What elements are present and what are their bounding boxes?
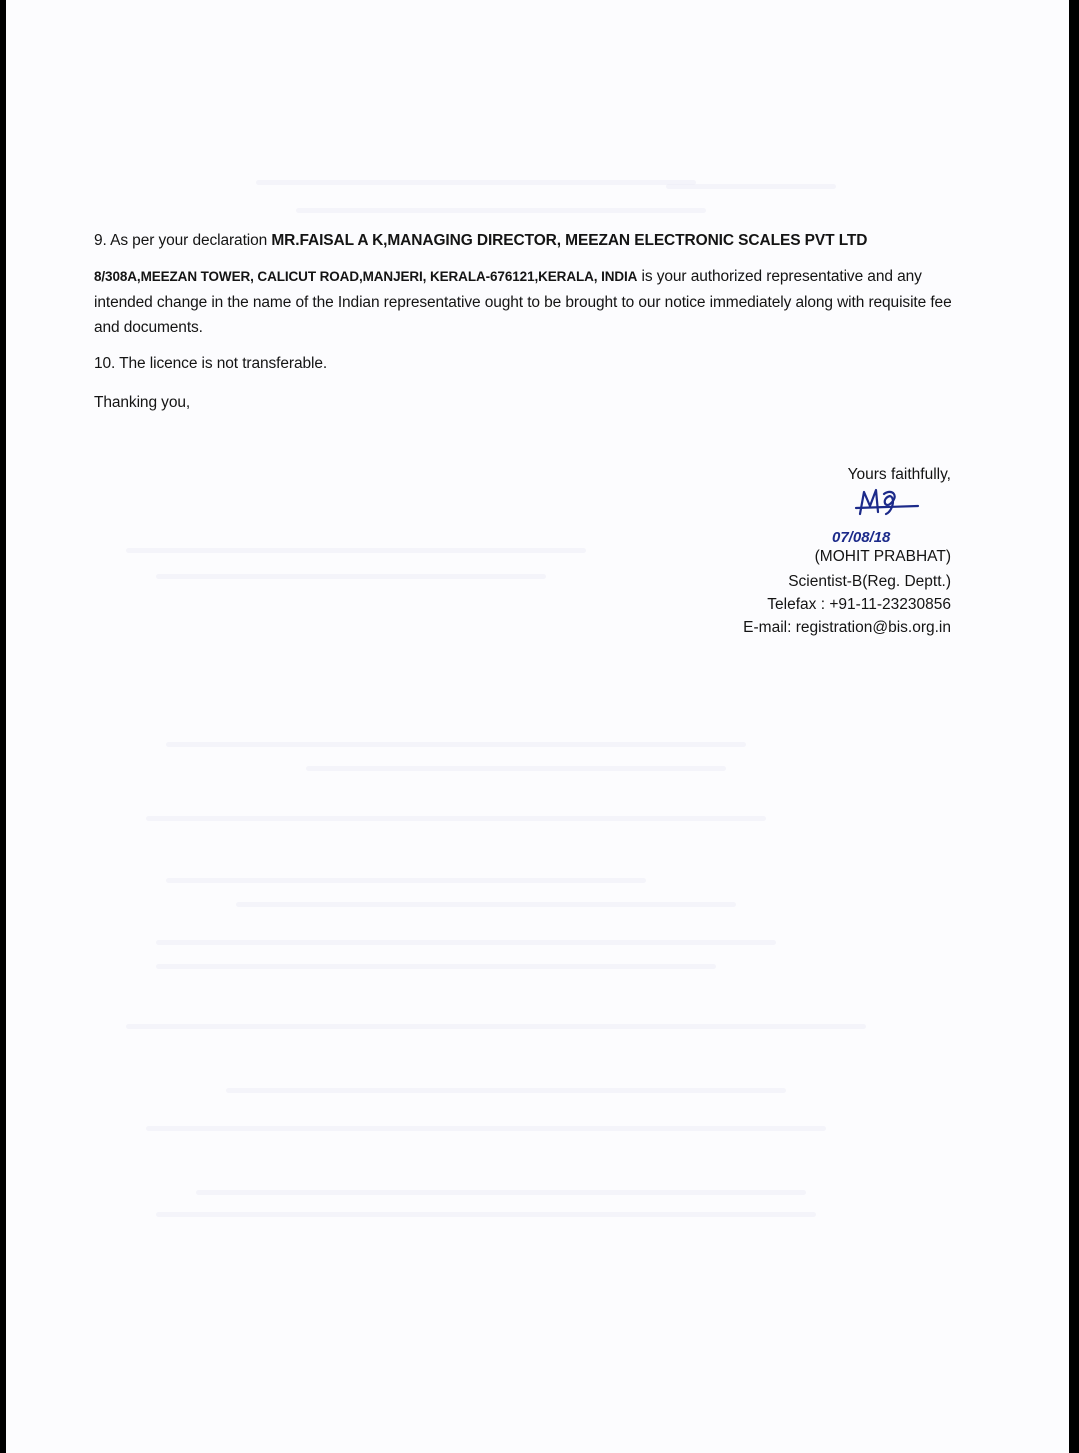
item9-first-line — [94, 232, 867, 250]
item10-text: 10. The licence is not transferable. — [94, 355, 328, 372]
item9-prefix: 9. As per your declaration — [94, 232, 272, 249]
letter-page — [6, 0, 1069, 1453]
item9-paragraph — [94, 264, 974, 341]
signatory-designation: Scientist-B(Reg. Deptt.) — [788, 573, 951, 590]
representative-address: 8/308A,MEEZAN TOWER, CALICUT ROAD,MANJERI, KERALA-676121,KERALA, INDIA — [94, 269, 638, 284]
closing-text: Thanking you, — [94, 394, 191, 411]
representative-name: MR.FAISAL A K,MANAGING DIRECTOR, MEEZAN ELECTRONIC SCALES PVT LTD — [271, 232, 868, 249]
signature-date: 07/08/18 — [832, 529, 891, 546]
signature-image — [826, 484, 926, 548]
item9-body: is your authorized representative and any intended change in the name of the Indian representative ought to be brought to our notice immediately along with requisite fee and documents. — [94, 268, 952, 336]
valediction: Yours faithfully, — [847, 466, 951, 483]
signatory-name: (MOHIT PRABHAT) — [814, 548, 951, 565]
email-address: E-mail: registration@bis.org.in — [743, 619, 951, 636]
telefax: Telefax : +91-11-23230856 — [767, 596, 951, 613]
